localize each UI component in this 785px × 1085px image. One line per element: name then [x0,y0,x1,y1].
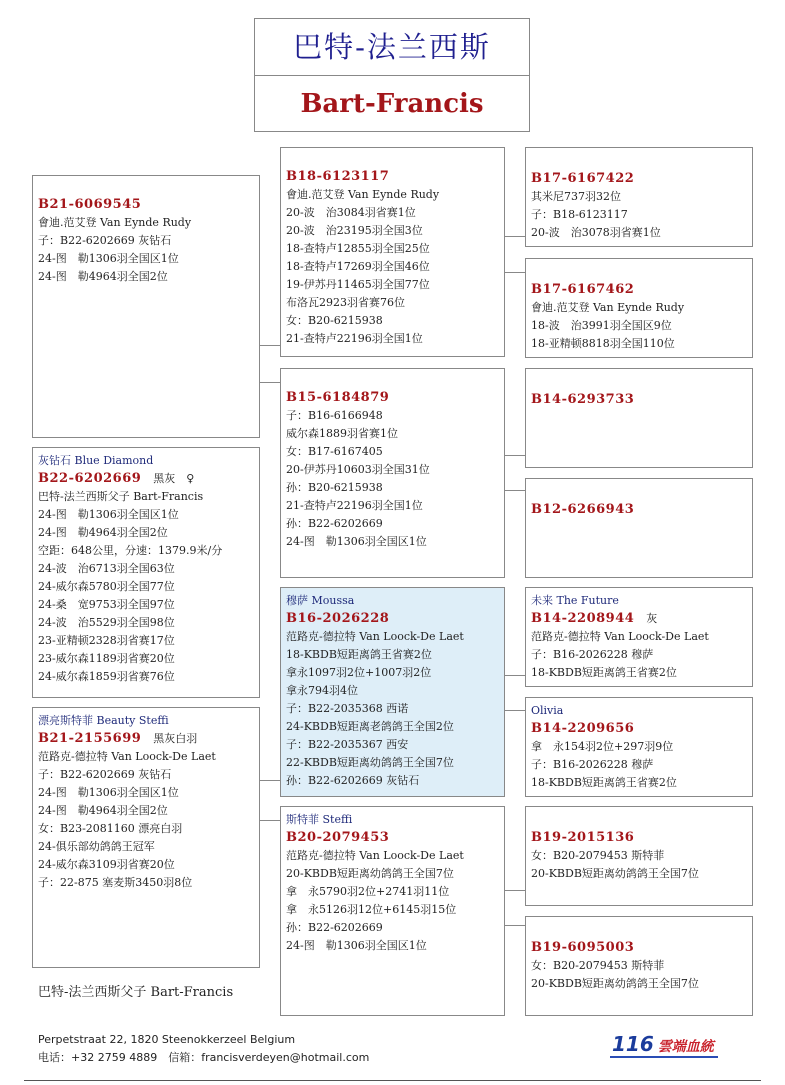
info-line: 子：B22-2035367 西安 [286,738,409,751]
info-line: 24-威尔森1859羽省赛76位 [38,670,175,683]
ddd-card [525,916,753,1016]
info-line: 18-KBDB短距离鸽王省赛2位 [531,776,677,789]
info-line: 會迪.范艾登 Van Eynde Rudy [38,216,192,229]
title-english: Bart-Francis [300,89,484,119]
dam-dam-card [280,806,505,1016]
ring-number: B17-6167462 [531,282,635,297]
address: Perpetstraat 22, 1820 Steenokkerzeel Belgium [38,1033,296,1046]
info-line: 24-KBDB短距离老鸽鸽王全国2位 [286,720,454,733]
sdd-card [525,478,753,578]
ring-number: B16-2026228 [286,611,390,626]
info-line: 孙：B22-6202669 灰钻石 [286,774,420,787]
info-line: 范路克-德拉特 Van Loock-De Laet [531,630,709,643]
connector-line [505,925,525,926]
ring-number: B19-6095003 [531,940,635,955]
dds-card [525,806,753,906]
info-line: 拿 永154羽2位+297羽9位 [531,740,674,753]
info-line: 子：B16-2026228 穆萨 [531,758,654,771]
info-line: 會迪.范艾登 Van Eynde Rudy [286,188,440,201]
ring-number: B20-2079453 [286,830,390,845]
sss-card [525,147,753,247]
info-line: 20-波 治23195羽全国3位 [286,224,423,237]
ring-number [38,470,254,488]
info-line: 子：B22-6202669 灰钻石 [38,234,172,247]
connector-line [505,675,525,676]
contact-info: 电话：+32 2759 4889 信箱：francisverdeyen@hotmail.com [38,1051,370,1064]
info-line: 子：B22-2035368 西诺 [286,702,409,715]
info-line: 子：22-875 塞麦斯3450羽8位 [38,876,193,889]
ring-number [531,610,747,628]
info-line: 其米尼737羽32位 [531,190,621,203]
info-line: 24-图 勒4964羽全国2位 [38,526,168,539]
info-line: 女：B20-2079453 斯特菲 [531,959,665,972]
contact-block [38,1031,369,1067]
info-line: 子：B16-2026228 穆萨 [531,648,654,661]
info-line: 威尔森1889羽省赛1位 [286,427,398,440]
ring-number: B18-6123117 [286,169,390,184]
info-line: 拿永794羽4位 [286,684,358,697]
connector-line [505,490,525,491]
ring-number: B14-2209656 [531,721,635,736]
info-line: 21-查特卢22196羽全国1位 [286,499,423,512]
ring-text: B14-2208944 [531,611,635,626]
info-line: 會迪.范艾登 Van Eynde Rudy [531,301,685,314]
info-line: 巴特-法兰西斯父子 Bart-Francis [38,490,204,503]
sire-card [32,175,260,438]
ring-number [38,730,254,748]
color-sex: 黑灰白羽 [153,732,198,745]
pigeon-name: 未来 The Future [531,594,619,607]
info-line: 24-图 勒1306羽全国区1位 [38,508,179,521]
info-line: 22-KBDB短距离幼鸽鸽王全国7位 [286,756,454,769]
info-line: 18-查特卢17269羽全国46位 [286,260,430,273]
info-line: 23-亚精顿2328羽省赛17位 [38,634,175,647]
info-line: 子：B22-6202669 灰钻石 [38,768,172,781]
ring-number: B15-6184879 [286,390,390,405]
info-line: 孙：B20-6215938 [286,481,383,494]
info-line: 18-亚精顿8818羽全国110位 [531,337,675,350]
bottom-divider [24,1080,761,1081]
info-line: 女：B20-2079453 斯特菲 [531,849,665,862]
info-line: 20-KBDB短距离幼鸽鸽王全国7位 [531,977,699,990]
info-line: 20-波 治3084羽省赛1位 [286,206,416,219]
info-line: 18-波 治3991羽全国区9位 [531,319,672,332]
ring-text: B21-2155699 [38,731,142,746]
info-line: 24-图 勒1306羽全国区1位 [38,252,179,265]
sire-sire-card [280,147,505,357]
info-line: 拿永1097羽2位+1007羽2位 [286,666,432,679]
info-line: 女：B23-2081160 漂亮白羽 [38,822,183,835]
brand-logo [612,1032,714,1056]
info-line: 23-威尔森1189羽省赛20位 [38,652,175,665]
pigeon-name: 穆萨 Moussa [286,594,355,607]
ring-number: B14-6293733 [531,392,635,407]
info-line: 20-KBDB短距离幼鸽鸽王全国7位 [531,867,699,880]
connector-line [505,890,525,891]
info-line: 范路克-德拉特 Van Loock-De Laet [286,630,464,643]
info-line: 20-伊苏丹10603羽全国31位 [286,463,430,476]
connector-line [260,780,280,781]
info-line: 子：B16-6166948 [286,409,383,422]
info-line: 24-波 治6713羽全国63位 [38,562,175,575]
connector-line [260,345,280,346]
connector-line [260,382,280,383]
ring-number: B21-6069545 [38,197,142,212]
info-line: 18-查特卢12855羽全国25位 [286,242,430,255]
info-line: 空距：648公里，分速：1379.9米/分 [38,544,223,557]
dss-card [525,587,753,687]
pigeon-name: Olivia [531,704,564,717]
logo-underline [610,1056,718,1058]
info-line: 24-图 勒1306羽全国区1位 [38,786,179,799]
info-line: 布洛瓦2923羽省赛76位 [286,296,405,309]
info-line: 拿 永5790羽2位+2741羽11位 [286,885,450,898]
info-line: 女：B20-6215938 [286,314,383,327]
info-line: 24-威尔森3109羽省赛20位 [38,858,175,871]
connector-line [260,820,280,821]
ssd-card [525,258,753,358]
info-line: 24-图 勒4964羽全国2位 [38,804,168,817]
connector-line [505,455,525,456]
info-line: 24-俱乐部幼鸽鸽王冠军 [38,840,155,853]
info-line: 18-KBDB短距离鸽王省赛2位 [531,666,677,679]
ring-text: B22-6202669 [38,471,142,486]
pigeon-name: 斯特菲 Steffi [286,813,353,826]
info-line: 18-KBDB短距离鸽王省赛2位 [286,648,432,661]
info-line: 24-图 勒1306羽全国区1位 [286,939,427,952]
pigeon-name: 灰钻石 Blue Diamond [38,454,154,467]
ring-number: B19-2015136 [531,830,635,845]
info-line: 范路克-德拉特 Van Loock-De Laet [286,849,464,862]
info-line: 拿 永5126羽12位+6145羽15位 [286,903,457,916]
dam-card [32,707,260,968]
connector-line [505,710,525,711]
dsd-card [525,697,753,797]
dam-sire-card [280,587,505,797]
connector-line [505,236,525,237]
subject-card [32,447,260,698]
owner-name: 巴特-法兰西斯父子 Bart-Francis [38,985,234,1000]
title-chinese: 巴特-法兰西斯 [255,19,529,76]
info-line: 范路克-德拉特 Van Loock-De Laet [38,750,216,763]
sds-card [525,368,753,468]
logo-text: 雲端血統 [657,1039,714,1055]
info-line: 24-图 勒1306羽全国区1位 [286,535,427,548]
pigeon-name: 漂亮斯特菲 Beauty Steffi [38,714,169,727]
logo-number: 116 [612,1032,654,1056]
info-line: 20-波 治3078羽省赛1位 [531,226,661,239]
ring-number: B12-6266943 [531,502,635,517]
info-line: 孙：B22-6202669 [286,517,383,530]
info-line: 24-图 勒4964羽全国2位 [38,270,168,283]
info-line: 女：B17-6167405 [286,445,383,458]
connector-line [505,272,525,273]
color-sex: 黑灰 ♀ [153,472,195,485]
info-line: 19-伊苏丹11465羽全国77位 [286,278,430,291]
info-line: 24-波 治5529羽全国98位 [38,616,175,629]
info-line: 24-威尔森5780羽全国77位 [38,580,175,593]
info-line: 孙：B22-6202669 [286,921,383,934]
info-line: 子：B18-6123117 [531,208,628,221]
info-line: 24-桑 宽9753羽全国97位 [38,598,175,611]
info-line: 20-KBDB短距离幼鸽鸽王全国7位 [286,867,454,880]
pedigree-title [254,18,530,132]
color-sex: 灰 [646,612,658,625]
sire-dam-card [280,368,505,578]
info-line: 21-查特卢22196羽全国1位 [286,332,423,345]
ring-number: B17-6167422 [531,171,635,186]
